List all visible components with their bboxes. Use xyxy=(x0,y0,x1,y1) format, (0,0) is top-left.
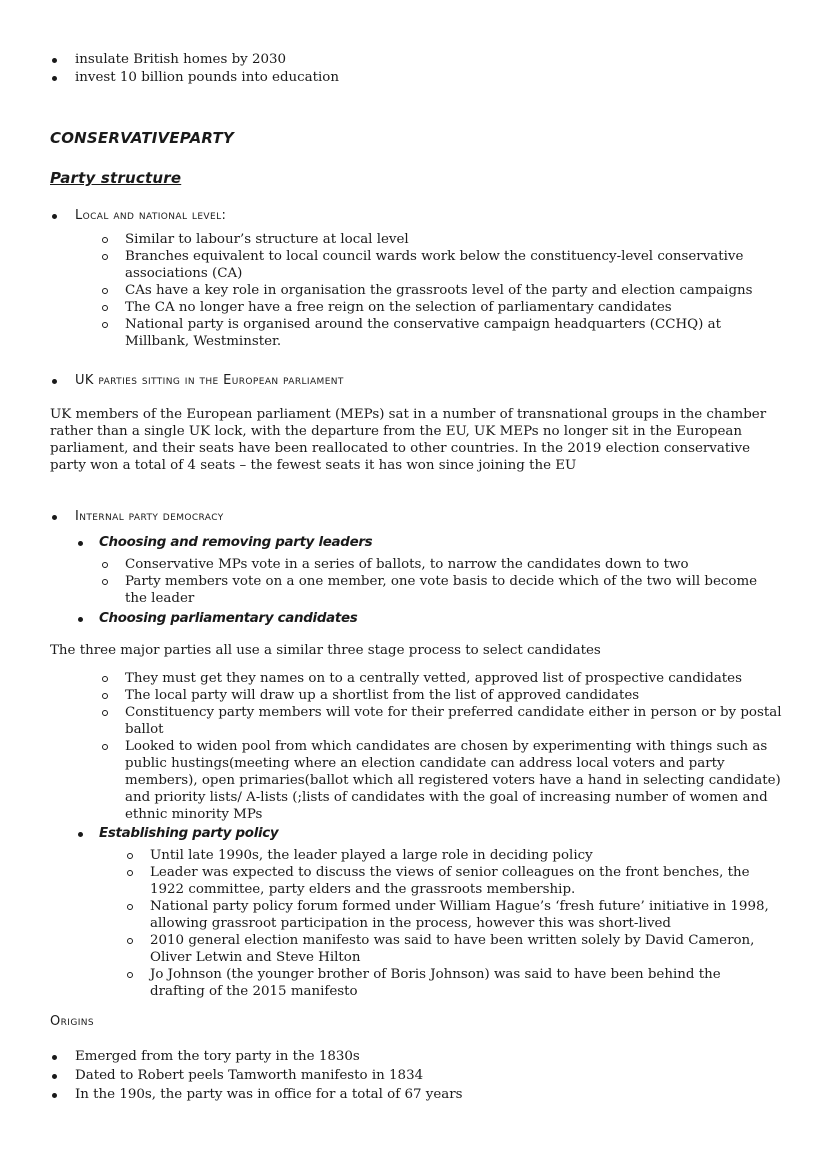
circle-bullet-icon xyxy=(102,288,108,294)
list-item: invest 10 billion pounds into education xyxy=(75,70,339,85)
list-item: Dated to Robert peels Tamworth manifesto in 1834 xyxy=(75,1068,424,1083)
list-item: ethnic minority MPs xyxy=(125,807,263,822)
list-item: Jo Johnson (the younger brother of Boris Johnson) was said to have been behind the xyxy=(150,967,721,982)
leaders-heading: Choosing and removing party leaders xyxy=(99,535,373,550)
circle-bullet-icon xyxy=(127,853,133,859)
list-item: Oliver Letwin and Steve Hilton xyxy=(150,950,361,965)
list-item: and priority lists/ A-lists (;lists of candidates with the goal of increasing number of women and xyxy=(125,790,768,805)
list-item: National party is organised around the conservative campaign headquarters (CCHQ) at xyxy=(125,317,721,332)
list-item: 1922 committee, party elders and the grassroots membership. xyxy=(150,882,576,897)
circle-bullet-icon xyxy=(102,254,108,260)
list-item: Conservative MPs vote in a series of ballots, to narrow the candidates down to two xyxy=(125,557,689,572)
paragraph-line: party won a total of 4 seats – the fewest seats it has won since joining the EU xyxy=(50,458,577,473)
bullet-icon xyxy=(78,832,83,837)
bullet-icon xyxy=(78,541,83,546)
paragraph-line: parliament, and their seats have been reallocated to other countries. In the 2019 election conservative xyxy=(50,441,750,456)
list-item: CAs have a key role in organisation the grassroots level of the party and election campaigns xyxy=(125,283,753,298)
bullet-icon xyxy=(52,214,57,219)
circle-bullet-icon xyxy=(102,676,108,682)
circle-bullet-icon xyxy=(102,562,108,568)
list-item: members), open primaries(ballot which all registered voters have a hand in selecting candidate) xyxy=(125,773,781,788)
bullet-icon xyxy=(52,76,57,81)
uk-parties-heading: UK parties sitting in the European parliament xyxy=(75,373,344,388)
bullet-icon xyxy=(52,1093,57,1098)
circle-bullet-icon xyxy=(102,305,108,311)
circle-bullet-icon xyxy=(127,904,133,910)
policy-heading: Establishing party policy xyxy=(99,826,279,841)
structure-heading: Party structure xyxy=(50,169,182,187)
paragraph-line: UK members of the European parliament (MEPs) sat in a number of transnational groups in the chamber xyxy=(50,407,767,422)
democracy-heading: Internal party democracy xyxy=(75,509,224,524)
list-item: National party policy forum formed under William Hague’s ‘fresh future’ initiative in 1998, xyxy=(150,899,769,914)
circle-bullet-icon xyxy=(102,237,108,243)
circle-bullet-icon xyxy=(127,938,133,944)
list-item: Emerged from the tory party in the 1830s xyxy=(75,1049,360,1064)
origins-heading: Origins xyxy=(50,1014,95,1029)
list-item: The local party will draw up a shortlist from the list of approved candidates xyxy=(125,688,640,703)
circle-bullet-icon xyxy=(127,972,133,978)
list-item: The CA no longer have a free reign on the selection of parliamentary candidates xyxy=(125,300,672,315)
bullet-icon xyxy=(52,58,57,63)
bullet-icon xyxy=(52,379,57,384)
local-heading: Local and national level: xyxy=(75,208,227,223)
candidates-heading: Choosing parliamentary candidates xyxy=(99,611,358,626)
circle-bullet-icon xyxy=(102,744,108,750)
paragraph-line: rather than a single UK lock, with the departure from the EU, UK MEPs no longer sit in the European xyxy=(50,424,743,439)
list-item: Party members vote on a one member, one vote basis to decide which of the two will become xyxy=(125,574,758,589)
bullet-icon xyxy=(52,1055,57,1060)
list-item: public hustings(meeting where an election candidate can address local voters and party xyxy=(125,756,725,771)
list-item: Branches equivalent to local council wards work below the constituency-level conservative xyxy=(125,249,744,264)
list-item: Similar to labour’s structure at local level xyxy=(125,232,409,247)
list-item: Leader was expected to discuss the views of senior colleagues on the front benches, the xyxy=(150,865,750,880)
bullet-icon xyxy=(78,617,83,622)
list-item: In the 190s, the party was in office for a total of 67 years xyxy=(75,1087,463,1102)
bullet-icon xyxy=(52,1074,57,1079)
list-item: Constituency party members will vote for their preferred candidate either in person or by postal xyxy=(125,705,782,720)
paragraph-line: The three major parties all use a similar three stage process to select candidates xyxy=(50,643,601,658)
section-title: CONSERVATIVEPARTY xyxy=(50,129,234,147)
list-item: Looked to widen pool from which candidates are chosen by experimenting with things such as xyxy=(125,739,768,754)
list-item: 2010 general election manifesto was said to have been written solely by David Cameron, xyxy=(150,933,755,948)
list-item: Until late 1990s, the leader played a large role in deciding policy xyxy=(150,848,593,863)
list-item: insulate British homes by 2030 xyxy=(75,52,287,67)
list-item: associations (CA) xyxy=(125,266,243,281)
list-item: ballot xyxy=(125,722,164,737)
list-item: allowing grassroot participation in the process, however this was short-lived xyxy=(150,916,671,931)
circle-bullet-icon xyxy=(102,710,108,716)
list-item: Millbank, Westminster. xyxy=(125,334,282,349)
list-item: the leader xyxy=(125,591,195,606)
circle-bullet-icon xyxy=(102,322,108,328)
list-item: drafting of the 2015 manifesto xyxy=(150,984,358,999)
circle-bullet-icon xyxy=(102,693,108,699)
list-item: They must get they names on to a centrally vetted, approved list of prospective candidates xyxy=(125,671,742,686)
circle-bullet-icon xyxy=(102,579,108,585)
circle-bullet-icon xyxy=(127,870,133,876)
bullet-icon xyxy=(52,515,57,520)
